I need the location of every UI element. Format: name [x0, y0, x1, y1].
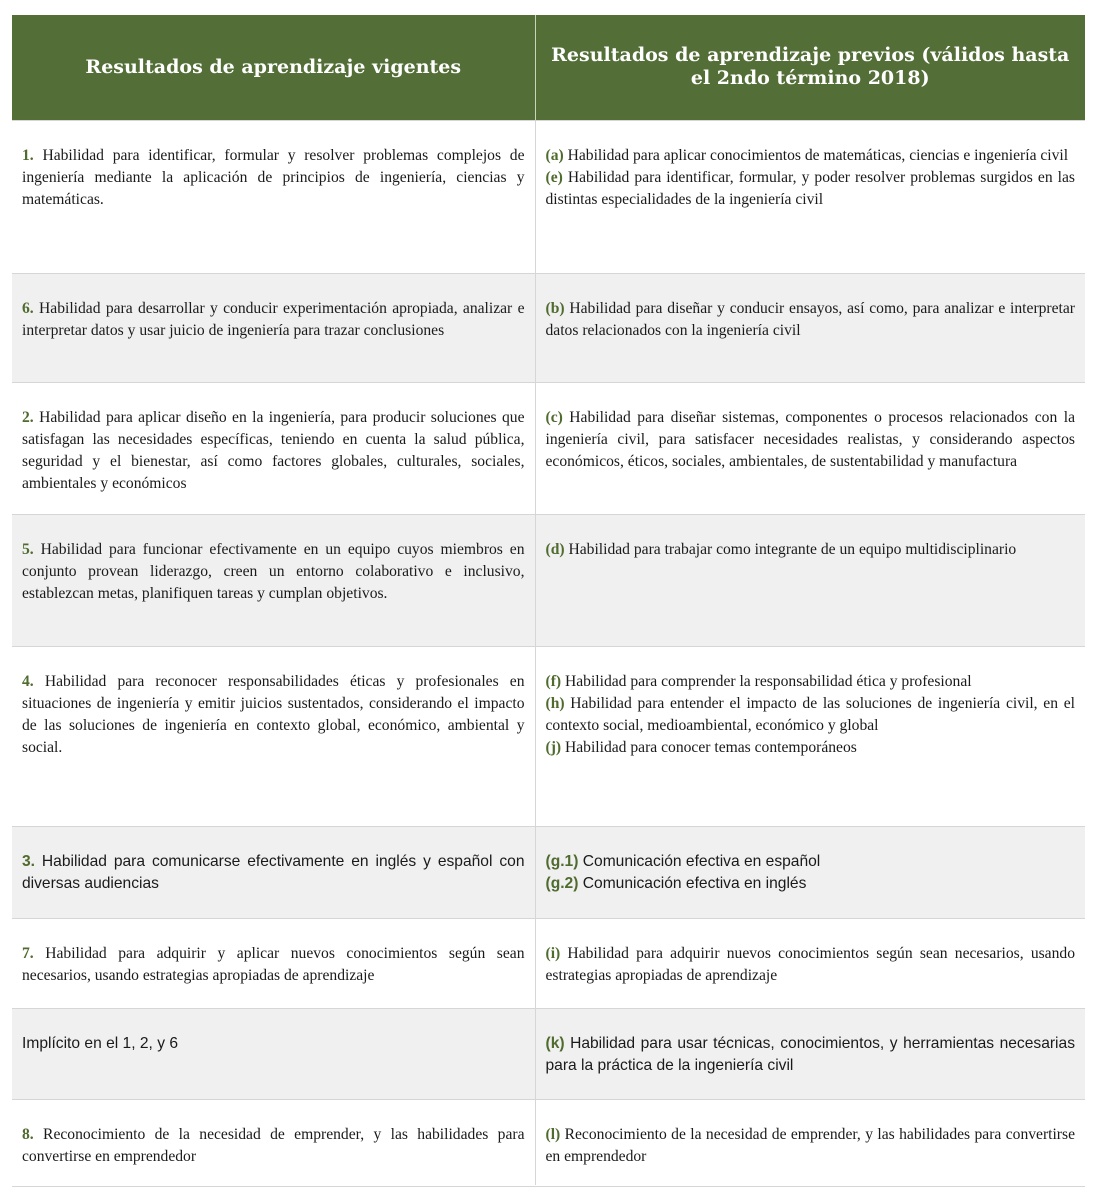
outcome-number: 4.	[22, 672, 34, 690]
previous-outcome-item	[546, 671, 1076, 693]
outcome-text: Habilidad para reconocer responsabilidades éticas y profesionales en situaciones de ingeniería y emitir juicios sustentados, considerando el impacto de las soluciones de ingeniería en contexto global, económico, ambiental y social.	[22, 672, 525, 756]
table-row	[12, 646, 1085, 826]
outcome-text: Implícito en el 1, 2, y 6	[22, 1034, 179, 1052]
table-row	[12, 120, 1085, 273]
previous-outcome-cell	[535, 1008, 1085, 1099]
outcome-text: Habilidad para aplicar conocimientos de matemáticas, ciencias e ingeniería civil	[563, 146, 1069, 164]
outcome-code: (j)	[545, 738, 562, 756]
outcome-code: (c)	[545, 408, 563, 426]
outcome-text: Comunicación efectiva en español	[578, 852, 821, 870]
outcome-text: Habilidad para usar técnicas, conocimientos, y herramientas necesarias para la práctica de la ingeniería civil	[545, 1034, 1075, 1074]
outcome-code: (a)	[545, 146, 564, 164]
previous-outcome-cell	[535, 273, 1085, 382]
header-current-outcomes: Resultados de aprendizaje vigentes	[12, 15, 535, 120]
previous-outcome-item	[546, 943, 1076, 987]
outcome-code: (d)	[545, 540, 565, 558]
current-outcome-cell	[12, 1099, 535, 1185]
current-outcome-cell	[12, 1008, 535, 1099]
previous-outcome-cell	[535, 514, 1085, 646]
current-outcome-cell	[12, 826, 535, 918]
outcome-number: 7.	[22, 944, 34, 962]
previous-outcome-cell	[535, 382, 1085, 514]
previous-outcome-cell	[535, 1099, 1085, 1185]
table-bottom-border	[12, 1186, 1085, 1187]
outcome-text: Habilidad para diseñar sistemas, componentes o procesos relacionados con la ingeniería civil, para satisfacer necesidades realistas, y considerando aspectos económicos, éticos, sociales, ambientales, de sustentabilidad y manufactura	[545, 408, 1075, 470]
previous-outcome-cell	[535, 918, 1085, 1008]
outcome-code: (k)	[545, 1034, 565, 1052]
outcome-code: (i)	[545, 944, 561, 962]
current-outcome-cell	[12, 273, 535, 382]
current-outcome-cell	[12, 382, 535, 514]
previous-outcome-item	[546, 407, 1076, 473]
table-row	[12, 382, 1085, 514]
previous-outcome-item	[546, 873, 1076, 895]
previous-outcome-item	[546, 851, 1076, 873]
outcome-text: Habilidad para diseñar y conducir ensayos, así como, para analizar e interpretar datos relacionados con la ingeniería civil	[545, 299, 1075, 339]
outcome-text: Habilidad para adquirir nuevos conocimientos según sean necesarios, usando estrategias apropiadas de aprendizaje	[545, 944, 1075, 984]
outcome-text: Habilidad para comunicarse efectivamente en inglés y español con diversas audiencias	[22, 852, 525, 892]
previous-outcome-item	[546, 693, 1076, 737]
outcome-code: (f)	[545, 672, 562, 690]
outcome-code: (h)	[545, 694, 565, 712]
outcome-text: Reconocimiento de la necesidad de emprender, y las habilidades para convertirse en emprendedor	[545, 1125, 1075, 1165]
previous-outcome-cell	[535, 646, 1085, 826]
previous-outcome-item	[546, 539, 1076, 561]
outcome-number: 1.	[22, 146, 34, 164]
outcome-code: (e)	[545, 168, 563, 186]
header-row	[12, 15, 1085, 120]
current-outcome-cell	[12, 646, 535, 826]
previous-outcome-cell	[535, 120, 1085, 273]
outcome-text: Habilidad para funcionar efectivamente en un equipo cuyos miembros en conjunto provean liderazgo, creen un entorno colaborativo e inclusivo, establezcan metas, planifiquen tareas y cumplan objetivos.	[22, 540, 525, 602]
previous-outcome-item	[546, 167, 1076, 211]
previous-outcome-item	[546, 737, 1076, 759]
outcome-text: Habilidad para desarrollar y conducir experimentación apropiada, analizar e interpretar datos y usar juicio de ingeniería para trazar conclusiones	[22, 299, 525, 339]
outcome-text: Comunicación efectiva en inglés	[578, 874, 807, 892]
outcome-number: 3.	[22, 852, 36, 870]
previous-outcome-cell	[535, 826, 1085, 918]
previous-outcome-item	[546, 145, 1076, 167]
previous-outcome-item	[546, 1124, 1076, 1168]
learning-outcomes-table	[12, 15, 1085, 1185]
outcome-text: Habilidad para entender el impacto de las soluciones de ingeniería civil, en el contexto social, medioambiental, económico y global	[545, 694, 1075, 734]
outcome-number: 8.	[22, 1125, 34, 1143]
outcome-text: Habilidad para trabajar como integrante de un equipo multidisciplinario	[564, 540, 1017, 558]
table-row	[12, 918, 1085, 1008]
current-outcome-cell	[12, 514, 535, 646]
outcome-text: Habilidad para identificar, formular y resolver problemas complejos de ingeniería mediante la aplicación de principios de ingeniería, ciencias y matemáticas.	[22, 146, 525, 208]
outcome-code: (g.2)	[545, 874, 579, 892]
table-row	[12, 514, 1085, 646]
table-row	[12, 1008, 1085, 1099]
outcome-code: (g.1)	[545, 852, 579, 870]
outcome-code: (l)	[545, 1125, 561, 1143]
outcome-number: 2.	[22, 408, 34, 426]
outcome-text: Reconocimiento de la necesidad de emprender, y las habilidades para convertirse en emprendedor	[22, 1125, 525, 1165]
header-previous-outcomes: Resultados de aprendizaje previos (válidos hasta el 2ndo término 2018)	[535, 15, 1085, 120]
outcome-code: (b)	[545, 299, 565, 317]
outcome-text: Habilidad para identificar, formular, y poder resolver problemas surgidos en las distintas especialidades de la ingeniería civil	[545, 168, 1075, 208]
current-outcome-cell	[12, 120, 535, 273]
outcome-text: Habilidad para comprender la responsabilidad ética y profesional	[561, 672, 972, 690]
outcome-text: Habilidad para aplicar diseño en la ingeniería, para producir soluciones que satisfagan las necesidades específicas, teniendo en cuenta la salud pública, seguridad y el bienestar, así como factores globales, culturales, sociales, ambientales y económicos	[22, 408, 525, 492]
previous-outcome-item	[546, 298, 1076, 342]
outcome-text: Habilidad para adquirir y aplicar nuevos conocimientos según sean necesarios, usando estrategias apropiadas de aprendizaje	[22, 944, 525, 984]
outcome-text: Habilidad para conocer temas contemporáneos	[561, 738, 857, 756]
current-outcome-cell	[12, 918, 535, 1008]
table-row	[12, 273, 1085, 382]
previous-outcome-item	[546, 1033, 1076, 1077]
table-row	[12, 1099, 1085, 1185]
outcome-number: 5.	[22, 540, 34, 558]
outcome-number: 6.	[22, 299, 34, 317]
table-row	[12, 826, 1085, 918]
